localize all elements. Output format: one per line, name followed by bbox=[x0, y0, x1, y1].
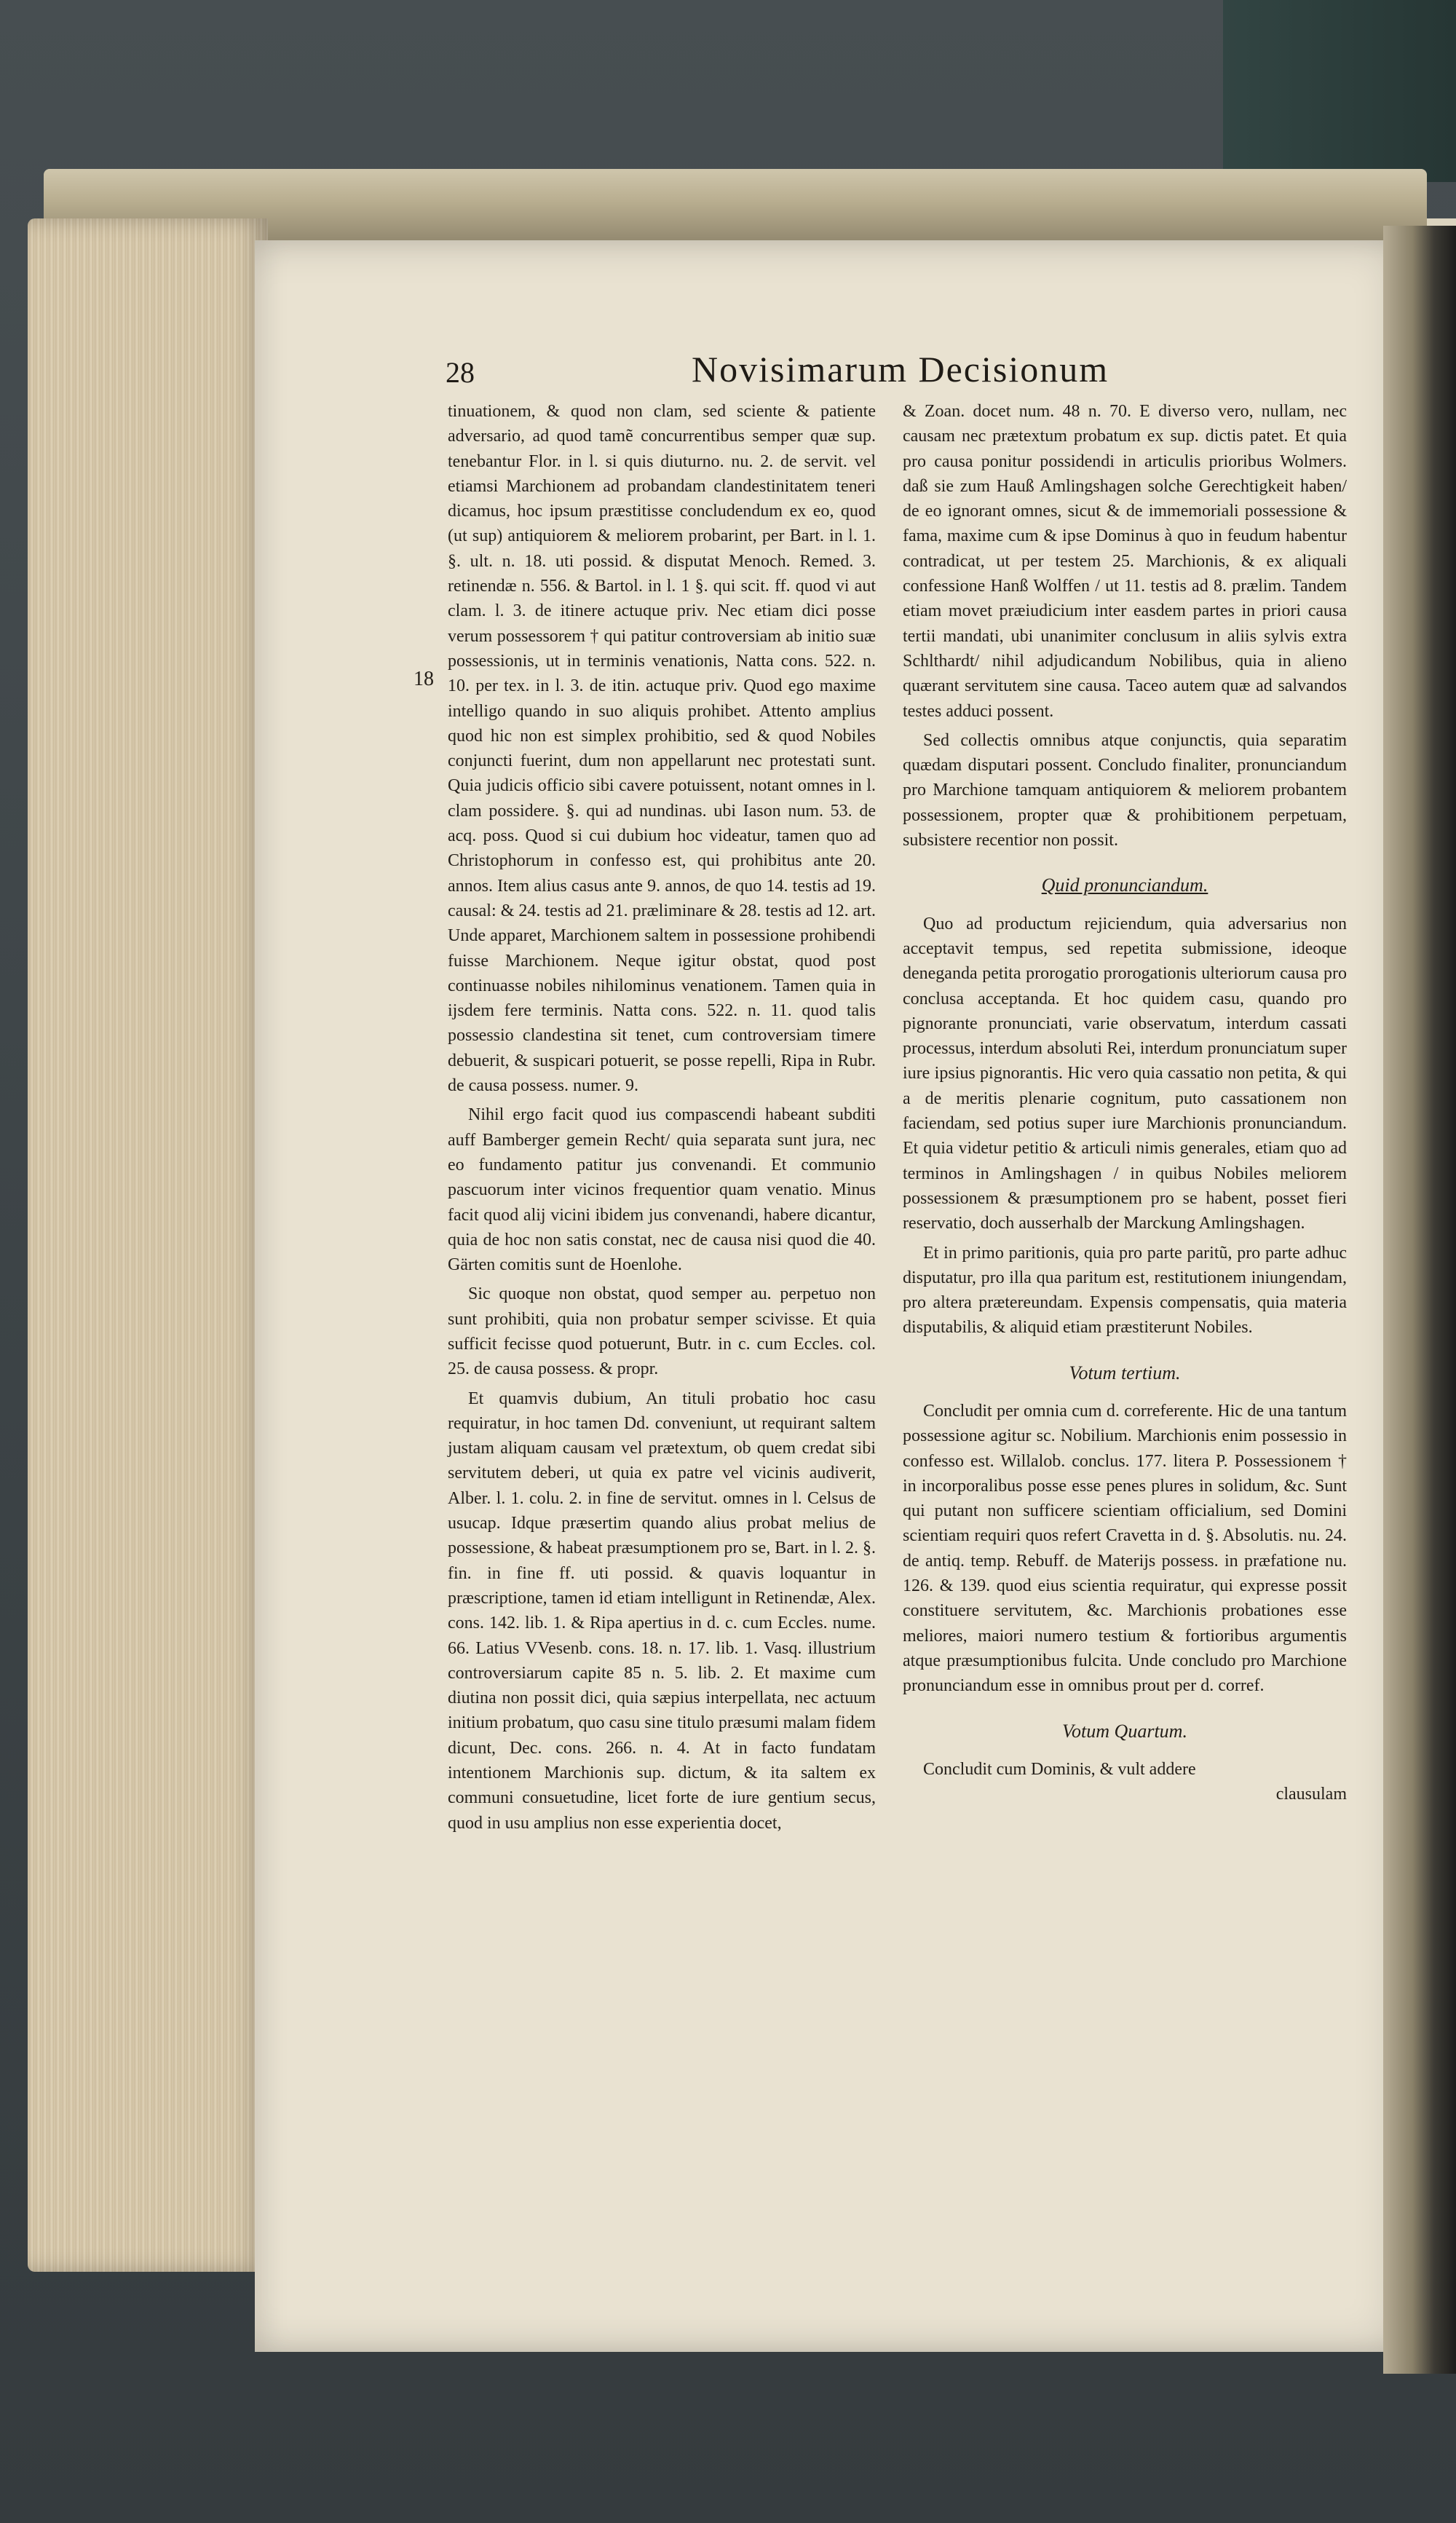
section-heading: Votum tertium. bbox=[1069, 1362, 1181, 1383]
right-column bbox=[903, 399, 1347, 1807]
running-title: Novisimarum Decisionum bbox=[692, 349, 1109, 390]
left-paragraph: Et quamvis dubium, An tituli probatio hoc casu requiratur, in hoc tamen Dd. conveniunt, ut requirant saltem justam aliquam causam vel prætextum, ob quem credat sibi servitutem deberi, ut quia ex patre vel vicinis audiverit, Alber. l. 1. colu. 2. in fine de servitut. omnes in l. Celsus de usucap. Idque præsertim quando alius probat melius de possessione, & habeat præsumptionem pro se, Bart. in l. 2. §. fin. in fine ff. uti possid. & quavis loquantur in præscriptione, tamen id etiam intelligunt in Retinendæ, Alex. cons. 142. lib. 1. & Ripa apertius in d. c. cum Eccles. nume. 66. Latius VVesenb. cons. 18. n. 17. lib. 1. Vasq. illustrium controversiarum capite 85 n. 5. lib. 2. Et maxime cum diutina non possit dici, quia sæpius interpellata, nec actuum initium probatum, quo casu sine titulo præsumi malam fidem dicunt, Dec. cons. 266. n. 4. At in facto fundatam intentionem Marchionis sup. dictum, & ita saltem ex communi consuetudine, licet forte de iure gentium secus, quod in usu amplius non esse experientia docet, bbox=[448, 1389, 876, 1833]
right-paragraph: Quo ad productum rejiciendum, quia adversarius non acceptavit tempus, sed repetita submissione, ideoque deneganda petita prorogatio prorogationis ulteriorum causa pro conclusa acceptanda. Et hoc quidem casu, quando pro pignorante pronunciati, varie observatum, interdum cassati processus, interdum absoluti Rei, interdum pronunciatum super iure ipsius pignorantis. Hic vero quia cassatio non petita, & qui a de meritis plenarie cognitum, puto cassationem non faciendam, sed potius super iure Marchionis pronunciandum. Et quia videtur petitio & articuli nimis generales, etiam quo ad terminos in Amlingshagen / in quibus Nobiles meliorem possessionem & præsumptionem pro se habent, posset fieri reservatio, doch ausserhalb der Marckung Amlingshagen. bbox=[903, 914, 1347, 1233]
page-gutter bbox=[1383, 226, 1456, 2374]
right-paragraph: & Zoan. docet num. 48 n. 70. E diverso vero, nullam, nec causam nec prætextum probatum ex sup. dictis patet. Et quia pro causa ponitur possidendi in articulis prioribus Wolmers. daß sie zum Hauß Amlingshagen solche Gerechtigkeit haben/ de eo ignorant omnes, sicut & de immemoriali possessione & fama, maxime cum & ipse Dominus à quo in feudum habentur contradicat, ut per testem 25. Marchionis, & ex aliquali confessione Hanß Wolffen / ut 11. testis ad 8. prælim. Tandem etiam movet præiudicium inter easdem partes in priori causa tertii mandati, ubi unanimiter conclusum in aliis sylvis extra Schlthardt/ nihil adjudicandum Nobilibus, quia in alieno quærant servitutem sine causa. Taceo autem quæ ad salvandos testes adduci possent. bbox=[903, 402, 1347, 721]
page-number: 28 bbox=[446, 356, 475, 389]
left-paragraph: tinuationem, & quod non clam, sed sciente & patiente adversario, ad quod tamẽ concurrentibus semper quæ sup. tenebantur Flor. in l. si quis diuturno. nu. 2. de servit. vel etiamsi Marchionem ad probandam clandestinitatem teneri dicamus, hoc ipsum præstitisse concludendum ex eo, quod (ut sup) antiquiorem & meliorem probarint, per Bart. in l. 1. §. ult. n. 18. uti possid. & disputat Menoch. Remed. 3. retinendæ n. 556. & Bartol. in l. 1 §. qui scit. ff. quod vi aut clam. l. 3. de itinere actuque priv. Nec etiam dici posse verum possessorem † qui patitur controversiam ab initio suæ possessionis, ut in terminis venationis, Natta cons. 522. n. 10. per tex. in l. 3. de itin. actuque priv. Quod ego maxime intelligo quando in suo aliquis prohibet. Attento amplius quod hic non est simplex prohibitio, sed & quod Nobiles conjuncti fuerint, dum non appellarunt nec protestati sunt. Quia judicis officio sibi cavere potuissent, notant omnes in l. clam possidere. §. qui ad nundinas. ubi Iason num. 53. de acq. poss. Quod si cui dubium hoc videatur, tamen quo ad Christophorum in confesso est, qui prohibitus ante 20. annos. Item alius casus ante 9. annos, de quo 14. testis ad 19. causal: & 24. testis ad 21. præliminare & 28. testis ad 12. art. Unde apparet, Marchionem saltem in possessione prohibendi fuisse Marchionem. Neque igitur obstat, quod post continuasse nobiles nihilominus venationem. Tamen quia in ijsdem fere terminis. Natta cons. 522. n. 11. quod talis possessio clandestina sit tenet, cum controversiam timere debuerit, & suspicari potuerit, se posse repelli, Ripa in Rubr. de causa possess. numer. 9. bbox=[448, 402, 876, 1096]
section-heading: Quid pronunciandum. bbox=[1041, 874, 1208, 896]
book-fore-edge bbox=[28, 218, 268, 2272]
right-paragraph: Concludit per omnia cum d. correferente. Hic de una tantum possessione agitur sc. Nobilium. Marchionis enim possessio in confesso est. Willalob. conclus. 177. litera P. Possessionem † in incorporalibus posse esse penes plures in solidum, &c. Sunt qui putant non sufficere scientiam officialium, sed Domini scientiam requiri quos refert Cravetta in d. §. Absolutis. nu. 24. de antiq. temp. Rebuff. de Materijs possess. in præfatione nu. 126. & 139. quod eius scientia requiratur, qui expresse possit constituere servitutem, &c. Marchionis probationes esse meliores, maiori numero testium & fortioribus argumentis atque præsumptionibus fulcita. Unde concludo pro Marchione pronunciandum esse in omnibus prout per d. corref. bbox=[903, 1401, 1347, 1696]
section-heading: Votum Quartum. bbox=[1062, 1720, 1187, 1742]
right-paragraph: Concludit cum Dominis, & vult addere bbox=[923, 1759, 1196, 1779]
left-paragraph: Nihil ergo facit quod ius compascendi habeant subditi auff Bamberger gemein Recht/ quia separata sunt jura, nec eo fundamento patitur jus convenandi. Et communio pascuorum inter vicinos frequentior quam venatio. Minus facit quod alij vicini ibidem jus convenandi, habere dicantur, quia de hoc non satis constat, nec de causa nisi quod die 40. Gärten comitis sunt de Hoenlohe. bbox=[448, 1105, 876, 1275]
catchword: clausulam bbox=[1275, 1785, 1347, 1804]
book-cover-corner bbox=[1223, 0, 1456, 182]
left-paragraph: Sic quoque non obstat, quod semper au. perpetuo non sunt prohibiti, quia non probatur semper scivisse. Et quia sufficit fecisse quod potuerunt, Butr. in c. cum Eccles. col. 25. de causa possess. & propr. bbox=[448, 1284, 876, 1379]
right-paragraph: Et in primo paritionis, quia pro parte paritũ, pro parte adhuc disputatur, pro illa qua paritum est, restitutionem iniungendam, pro altera prætereundam. Expensis compensatis, quia materia disputabilis, & aliquid etiam præstiterunt Nobiles. bbox=[903, 1243, 1347, 1338]
margin-note: 18 bbox=[414, 668, 434, 690]
right-paragraph: Sed collectis omnibus atque conjunctis, quia separatim quædam disputari possent. Concludo finaliter, pronunciandum pro Marchione tamquam antiquiorem & meliorem probantem possessionem, propter quæ & prohibitionem perpetuam, subsistere recentior non possit. bbox=[903, 730, 1347, 850]
left-column bbox=[448, 399, 876, 1836]
